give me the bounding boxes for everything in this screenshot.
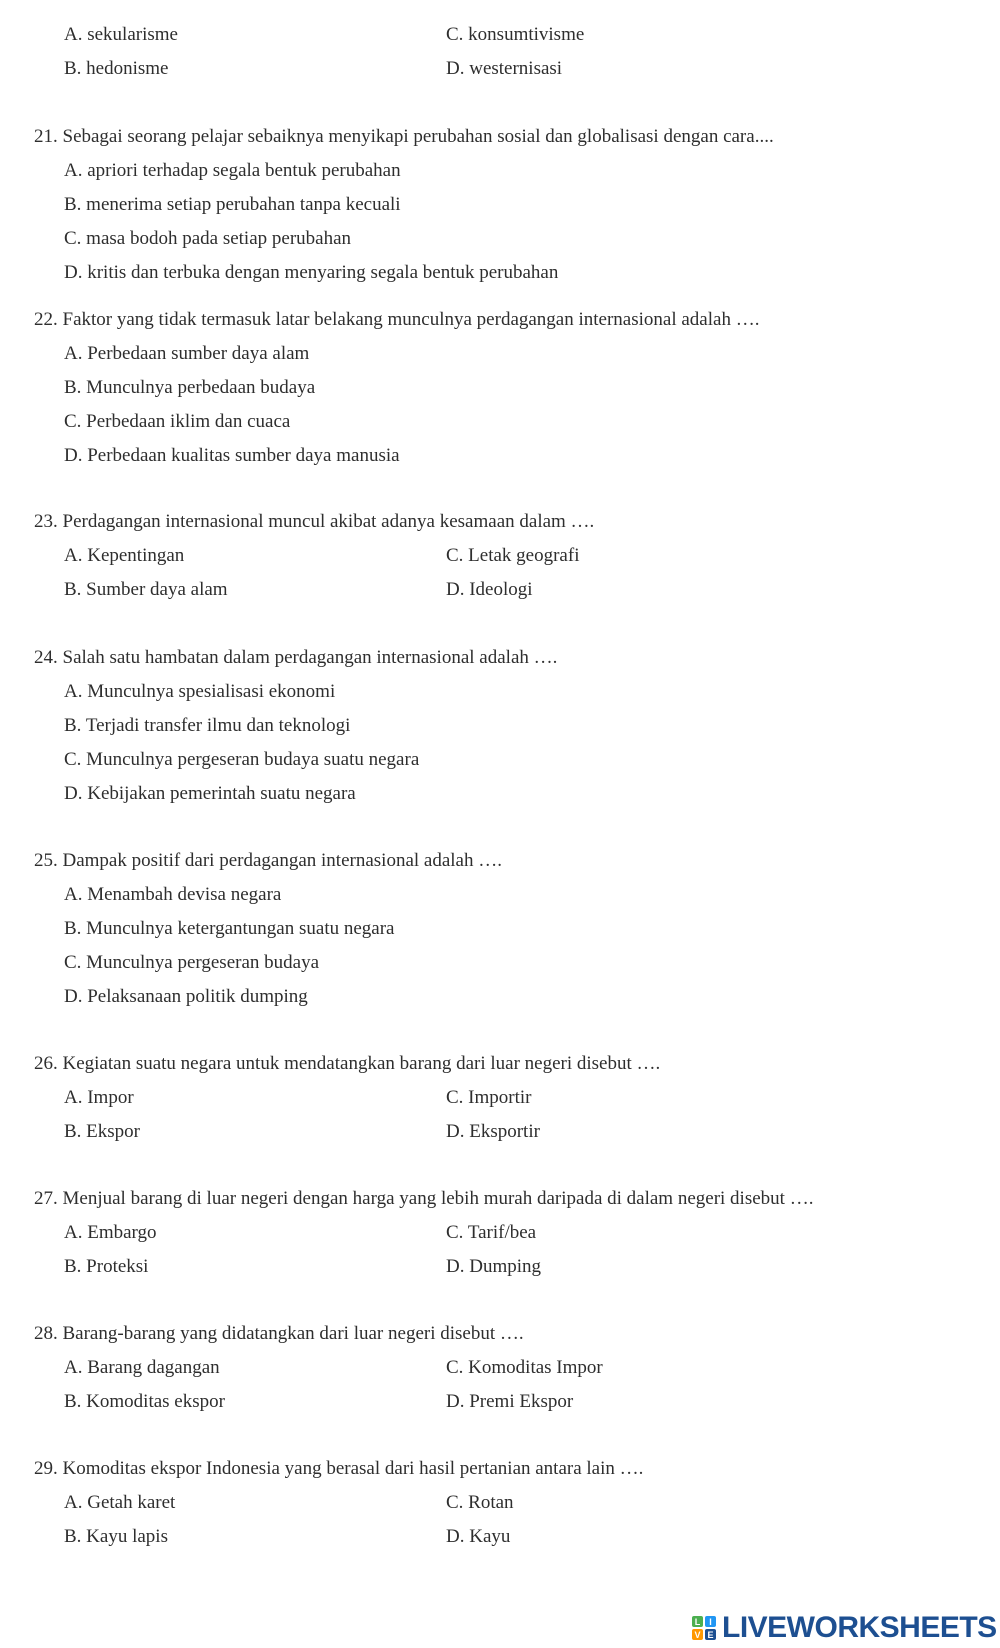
option-d[interactable]: D. Pelaksanaan politik dumping <box>64 986 308 1007</box>
option-c[interactable]: C. Letak geografi <box>446 545 580 566</box>
option-a[interactable]: A. Perbedaan sumber daya alam <box>64 343 310 364</box>
option-d[interactable]: D. kritis dan terbuka dengan menyaring segala bentuk perubahan <box>64 262 559 283</box>
option-b[interactable]: B. Sumber daya alam <box>64 579 228 600</box>
question-26: 26. Kegiatan suatu negara untuk mendatangkan barang dari luar negeri disebut …. <box>34 1053 661 1074</box>
option-d[interactable]: D. Kayu <box>446 1526 511 1547</box>
option-d[interactable]: D. Premi Ekspor <box>446 1391 574 1412</box>
option-c[interactable]: C. Tarif/bea <box>446 1222 537 1243</box>
option-b[interactable]: B. Munculnya ketergantungan suatu negara <box>64 918 395 939</box>
option-d[interactable]: D. Kebijakan pemerintah suatu negara <box>64 783 356 804</box>
option-a[interactable]: A. sekularisme <box>64 24 178 45</box>
option-d[interactable]: D. Ideologi <box>446 579 533 600</box>
option-c[interactable]: C. Munculnya pergeseran budaya <box>64 952 320 973</box>
option-b[interactable]: B. Munculnya perbedaan budaya <box>64 377 316 398</box>
question-21: 21. Sebagai seorang pelajar sebaiknya menyikapi perubahan sosial dan globalisasi dengan cara.... <box>34 126 774 147</box>
option-a[interactable]: A. Embargo <box>64 1222 157 1243</box>
option-b[interactable]: B. Proteksi <box>64 1256 149 1277</box>
option-b[interactable]: B. Terjadi transfer ilmu dan teknologi <box>64 715 351 736</box>
option-a[interactable]: A. Menambah devisa negara <box>64 884 282 905</box>
option-a[interactable]: A. Getah karet <box>64 1492 176 1513</box>
option-b[interactable]: B. Komoditas ekspor <box>64 1391 225 1412</box>
question-25: 25. Dampak positif dari perdagangan internasional adalah …. <box>34 850 502 871</box>
question-24: 24. Salah satu hambatan dalam perdagangan internasional adalah …. <box>34 647 558 668</box>
option-b[interactable]: B. Kayu lapis <box>64 1526 168 1547</box>
option-c[interactable]: C. Rotan <box>446 1492 514 1513</box>
option-a[interactable]: A. Munculnya spesialisasi ekonomi <box>64 681 336 702</box>
option-d[interactable]: D. Eksportir <box>446 1121 540 1142</box>
option-a[interactable]: A. Impor <box>64 1087 134 1108</box>
option-c[interactable]: C. Munculnya pergeseran budaya suatu negara <box>64 749 420 770</box>
option-d[interactable]: D. westernisasi <box>446 58 563 79</box>
logo-icon-letter: E <box>705 1629 716 1640</box>
option-c[interactable]: C. Importir <box>446 1087 532 1108</box>
option-c[interactable]: C. masa bodoh pada setiap perubahan <box>64 228 352 249</box>
option-d[interactable]: D. Dumping <box>446 1256 541 1277</box>
option-b[interactable]: B. Ekspor <box>64 1121 140 1142</box>
option-a[interactable]: A. Kepentingan <box>64 545 185 566</box>
option-a[interactable]: A. Barang dagangan <box>64 1357 220 1378</box>
liveworksheets-logo <box>692 1608 997 1648</box>
option-a[interactable]: A. apriori terhadap segala bentuk perubahan <box>64 160 401 181</box>
logo-text: LIVEWORKSHEETS <box>722 1611 997 1644</box>
logo-icon-letter: V <box>692 1629 703 1640</box>
logo-icon-letter: L <box>692 1616 703 1627</box>
option-b[interactable]: B. menerima setiap perubahan tanpa kecuali <box>64 194 401 215</box>
option-c[interactable]: C. konsumtivisme <box>446 24 585 45</box>
question-28: 28. Barang-barang yang didatangkan dari luar negeri disebut …. <box>34 1323 524 1344</box>
question-22: 22. Faktor yang tidak termasuk latar belakang munculnya perdagangan internasional adalah …. <box>34 309 760 330</box>
option-d[interactable]: D. Perbedaan kualitas sumber daya manusia <box>64 445 400 466</box>
option-b[interactable]: B. hedonisme <box>64 58 169 79</box>
question-29: 29. Komoditas ekspor Indonesia yang berasal dari hasil pertanian antara lain …. <box>34 1458 644 1479</box>
question-27: 27. Menjual barang di luar negeri dengan harga yang lebih murah daripada di dalam negeri disebut …. <box>34 1188 814 1209</box>
logo-icon-letter: I <box>705 1616 716 1627</box>
liveworksheets-logo-icon <box>692 1616 716 1640</box>
option-c[interactable]: C. Perbedaan iklim dan cuaca <box>64 411 291 432</box>
option-c[interactable]: C. Komoditas Impor <box>446 1357 603 1378</box>
question-23: 23. Perdagangan internasional muncul akibat adanya kesamaan dalam …. <box>34 511 595 532</box>
